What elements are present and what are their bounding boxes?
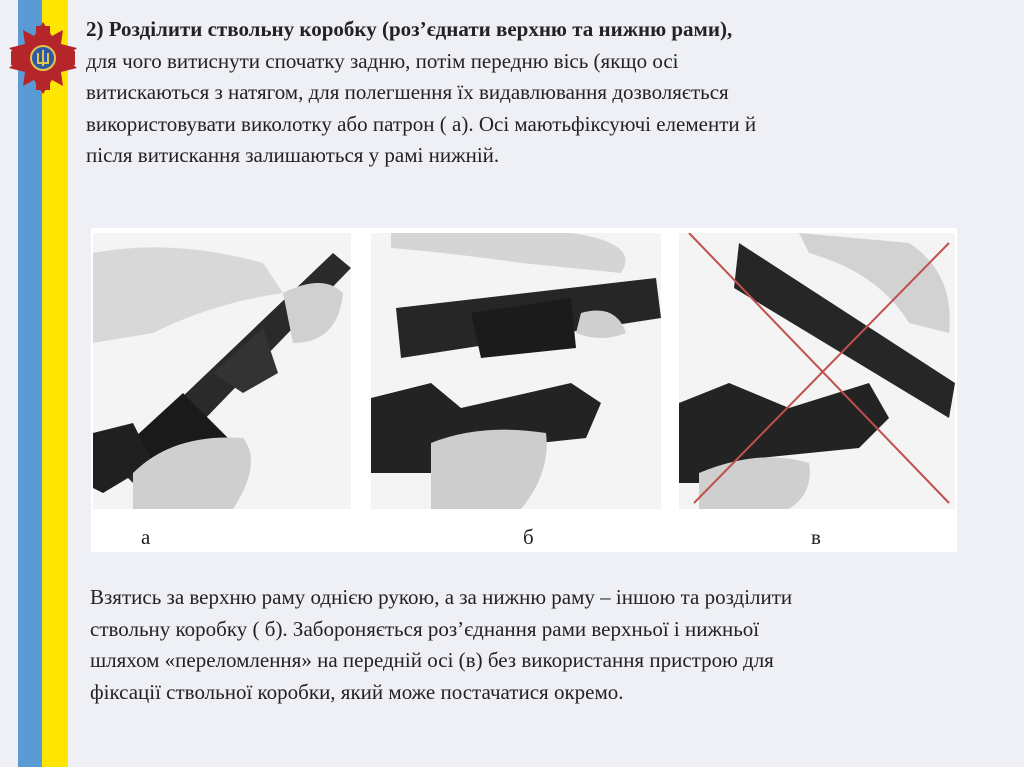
photo-caption-v: в (811, 525, 821, 549)
intro-line: витискаються з натягом, для полегшення їх видавлювання дозволяється (86, 80, 729, 104)
intro-line: після витискання залишаються у рамі нижній. (86, 143, 500, 167)
photo-v (679, 233, 955, 549)
bottom-line: ствольну коробку ( б). Забороняється роз’єднання рами верхньої і нижньої (90, 616, 760, 641)
intro-line: використовувати виколотку або патрон ( а). Осі маютьфіксуючі елементи й (86, 111, 757, 136)
bottom-paragraph (90, 582, 970, 708)
section-heading: 2) Розділити ствольну коробку (роз’єднати верхню та нижню рами), (86, 17, 733, 41)
photo-b (371, 233, 661, 549)
blue-side-stripe (18, 0, 42, 767)
photo-panel (91, 228, 957, 552)
bottom-line: Взятись за верхню раму однією рукою, а за нижню раму – іншою та розділити (90, 585, 793, 609)
yellow-side-stripe (42, 0, 68, 767)
photo-caption-a: а (141, 525, 151, 549)
intro-paragraph (86, 14, 986, 172)
photo-caption-b: б (523, 525, 534, 549)
intro-line: для чого витиснути спочатку задню, потім передню вісь (якщо осі (86, 48, 679, 73)
bottom-line: шляхом «переломлення» на передній осі (в) без використання пристрою для (90, 648, 774, 672)
bottom-line: фіксації ствольної коробки, який може постачатися окремо. (90, 679, 624, 704)
armed-forces-emblem-icon (5, 20, 81, 96)
photo-a (93, 233, 351, 549)
